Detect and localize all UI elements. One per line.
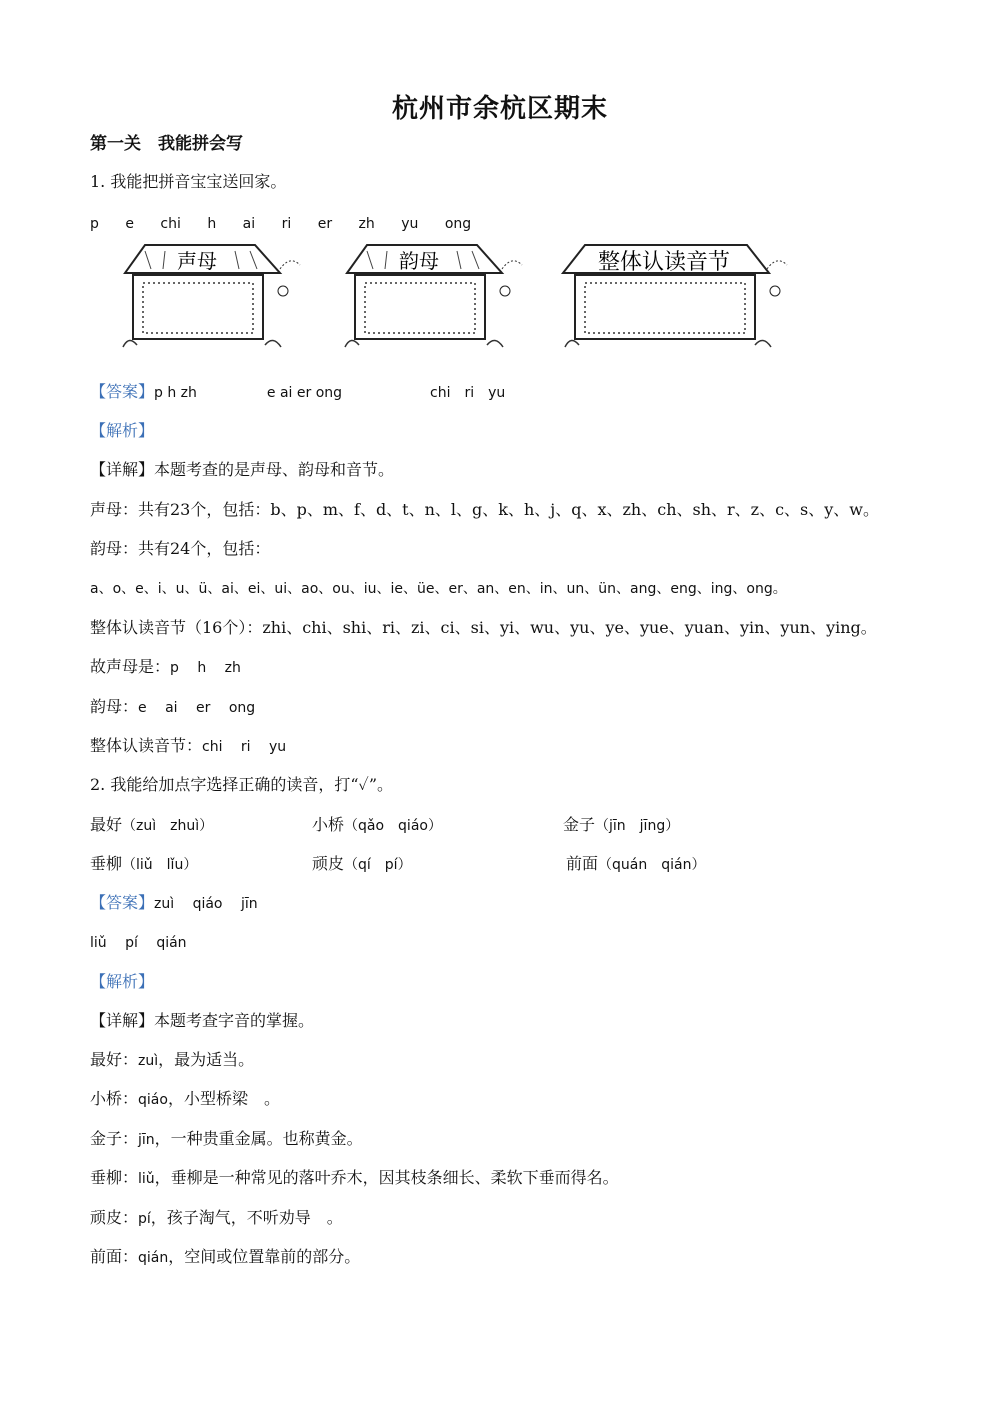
choice-options: （liǔ lǐu） — [122, 857, 198, 873]
syllable: yu — [401, 216, 419, 232]
choice-word: 金子 — [563, 815, 596, 834]
explanation-text: ，垂柳是一种常见的落叶乔木，因其枝条细长、柔软下垂而得名。 — [154, 1168, 619, 1187]
choice-options: （quán qián） — [598, 857, 706, 873]
conclusion-label: 韵母： — [90, 697, 139, 716]
explanation-pinyin: pí — [138, 1211, 151, 1227]
choice-word: 小桥 — [312, 815, 345, 834]
house-yunmu — [337, 235, 527, 357]
syllable: chi — [160, 216, 181, 232]
explanation-item — [90, 1048, 254, 1073]
question-1-prompt: 1. 我能把拼音宝宝送回家。 — [90, 172, 287, 191]
choice-word: 最好 — [90, 815, 123, 834]
house-label: 整体认读音节 — [597, 250, 731, 275]
explanation-item — [90, 1206, 343, 1231]
choice-word: 垂柳 — [90, 854, 123, 873]
explanation-item — [90, 1245, 360, 1270]
explanation-text: ，孩子淘气，不听劝导 。 — [150, 1208, 343, 1227]
conclusion-value: p h zh — [170, 660, 241, 676]
explanation-item — [90, 1166, 619, 1191]
answer-shengmu: p h zh — [154, 385, 197, 401]
explanation-text: ，空间或位置靠前的部分。 — [168, 1247, 361, 1266]
explanation-item — [90, 1127, 363, 1152]
question-2-prompt: 2. 我能给加点字选择正确的读音，打“✓”。 — [90, 775, 394, 794]
answer-zhengti: chi ri yu — [430, 385, 506, 401]
q1-answer — [90, 380, 505, 405]
yunmu-list: a、o、e、i、u、ü、ai、ei、ui、ao、ou、iu、ie、üe、er、an、en、in、un、ün、ang、eng、ing、ong。 — [90, 581, 787, 597]
explanation-item — [90, 1087, 280, 1112]
syllable: ri — [281, 216, 292, 232]
q2-answer — [90, 891, 258, 916]
house-illustrations — [115, 235, 815, 360]
explanation-pinyin: liǔ — [138, 1171, 155, 1187]
choice-item — [312, 852, 412, 877]
choice-options: （zuì zhuì） — [122, 818, 214, 834]
choice-item — [563, 813, 679, 838]
conclusion-value: chi ri yu — [202, 739, 287, 755]
conclusion-shengmu — [90, 655, 241, 680]
answer-yunmu: e ai er ong — [266, 385, 343, 401]
conclusion-label: 整体认读音节： — [90, 736, 203, 755]
explanation-label: 顽皮： — [90, 1208, 139, 1227]
explanation-label: 最好： — [90, 1050, 139, 1069]
syllable-row — [90, 212, 493, 236]
syllable: zh — [358, 216, 375, 232]
choice-item — [566, 852, 705, 877]
page-title: 杭州市余杭区期末 — [391, 94, 608, 124]
choice-item — [312, 813, 442, 838]
house-label: 声母 — [177, 249, 217, 273]
explanation-label: 金子： — [90, 1129, 139, 1148]
explanation-pinyin: qián — [138, 1250, 169, 1266]
section-heading: 第一关 我能拼会写 — [90, 134, 243, 154]
answer-tag: 【答案】 — [90, 382, 155, 401]
explanation-text: ，最为适当。 — [158, 1050, 255, 1069]
conclusion-yunmu — [90, 695, 255, 720]
syllable: ai — [242, 216, 256, 232]
syllable: p — [90, 216, 99, 232]
choice-options: （qǎo qiáo） — [344, 818, 442, 834]
conclusion-label: 故声母是： — [90, 657, 171, 676]
zhengti-list: 整体认读音节（16个）：zhi、chi、shi、ri、zi、ci、si、yi、wu、yu、ye、yue、yuan、yin、yun、ying。 — [90, 618, 877, 637]
answer-tag: 【答案】 — [90, 893, 155, 912]
explanation-pinyin: zuì — [138, 1053, 159, 1069]
conclusion-zhengti — [90, 734, 286, 759]
choice-options: （qí pí） — [344, 857, 412, 873]
answer-value: zuì qiáo jīn — [154, 896, 258, 912]
analysis-tag: 【解析】 — [90, 421, 155, 440]
shengmu-list: 声母：共有23个，包括：b、p、m、f、d、t、n、l、g、k、h、j、q、x、zh、ch、sh、r、z、c、s、y、w。 — [90, 500, 880, 519]
explanation-label: 垂柳： — [90, 1168, 139, 1187]
explanation-pinyin: qiáo — [138, 1092, 168, 1108]
choice-item — [90, 813, 213, 838]
choice-options: （jīn jīng） — [595, 818, 680, 834]
choice-word: 前面 — [566, 854, 599, 873]
explanation-label: 小桥： — [90, 1089, 139, 1108]
explanation-text: ，一种贵重金属。也称黄金。 — [154, 1129, 363, 1148]
analysis-tag: 【解析】 — [90, 972, 155, 991]
house-label: 韵母 — [399, 249, 439, 273]
house-shengmu — [115, 235, 305, 357]
choice-word: 顽皮 — [312, 854, 345, 873]
conclusion-value: e ai er ong — [138, 700, 256, 716]
explanation-pinyin: jīn — [138, 1132, 155, 1148]
q2-detail: 【详解】本题考查字音的掌握。 — [90, 1011, 315, 1030]
q1-detail: 【详解】本题考查的是声母、韵母和音节。 — [90, 460, 395, 479]
choice-item — [90, 852, 197, 877]
syllable: ong — [444, 216, 472, 232]
house-zhengti — [557, 235, 797, 357]
q2-answer-line2: liǔ pí qián — [90, 935, 187, 951]
syllable: h — [207, 216, 217, 232]
explanation-text: ，小型桥梁 。 — [167, 1089, 280, 1108]
explanation-label: 前面： — [90, 1247, 139, 1266]
syllable: e — [125, 216, 134, 232]
syllable: er — [317, 216, 333, 232]
yunmu-heading: 韵母：共有24个，包括： — [90, 539, 271, 558]
